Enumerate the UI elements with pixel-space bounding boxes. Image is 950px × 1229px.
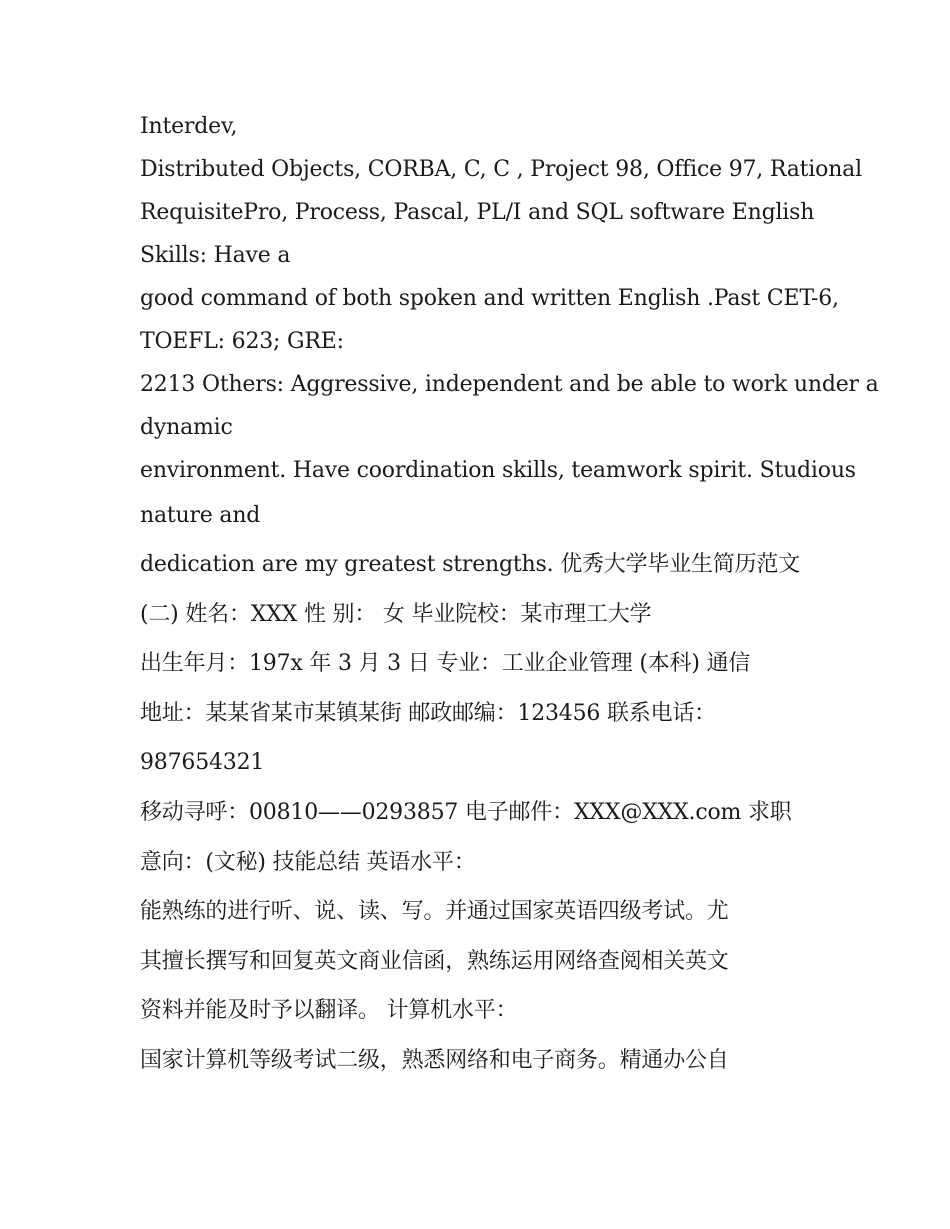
text-line: Interdev, xyxy=(140,114,238,139)
text-line: Skills: Have a xyxy=(140,243,291,268)
text-line: 移动寻呼：00810——0293857 电子邮件：XXX@XXX.com 求职 xyxy=(140,799,792,825)
text-line: 出生年月：197x 年 3 月 3 日 专业：工业企业管理 (本科) 通信 xyxy=(140,651,751,677)
text-line: 能熟练的进行听、说、读、写。并通过国家英语四级考试。尤 xyxy=(140,899,729,925)
text-line: 其擅长撰写和回复英文商业信函，熟练运用网络查阅相关英文 xyxy=(140,948,729,974)
text-line: nature and xyxy=(140,503,261,528)
text-line: environment. Have coordination skills, teamwork spirit. Studious xyxy=(140,458,856,483)
text-line: RequisitePro, Process, Pascal, PL/I and SQL software English xyxy=(140,200,815,225)
text-line: 资料并能及时予以翻译。 计算机水平： xyxy=(140,998,518,1024)
text-line: 987654321 xyxy=(140,750,265,776)
text-line: good command of both spoken and written English .Past CET-6, xyxy=(140,286,839,311)
text-line: (二) 姓名：XXX 性 别： 女 毕业院校：某市理工大学 xyxy=(140,601,652,627)
text-line: 国家计算机等级考试二级，熟悉网络和电子商务。精通办公自 xyxy=(140,1047,729,1073)
text-line: 地址：某某省某市某镇某街 邮政邮编：123456 联系电话： xyxy=(140,700,716,726)
text-line: TOEFL: 623; GRE: xyxy=(140,329,344,354)
text-line: dedication are my greatest strengths. 优秀大学毕业生简历范文 xyxy=(140,552,800,577)
document-body xyxy=(140,105,879,1086)
text-line: 意向：(文秘) 技能总结 英语水平： xyxy=(140,849,476,875)
text-line: dynamic xyxy=(140,415,233,440)
text-line: 2213 Others: Aggressive, independent and be able to work under a xyxy=(140,372,879,397)
text-line: Distributed Objects, CORBA, C, C , Project 98, Office 97, Rational xyxy=(140,157,862,182)
